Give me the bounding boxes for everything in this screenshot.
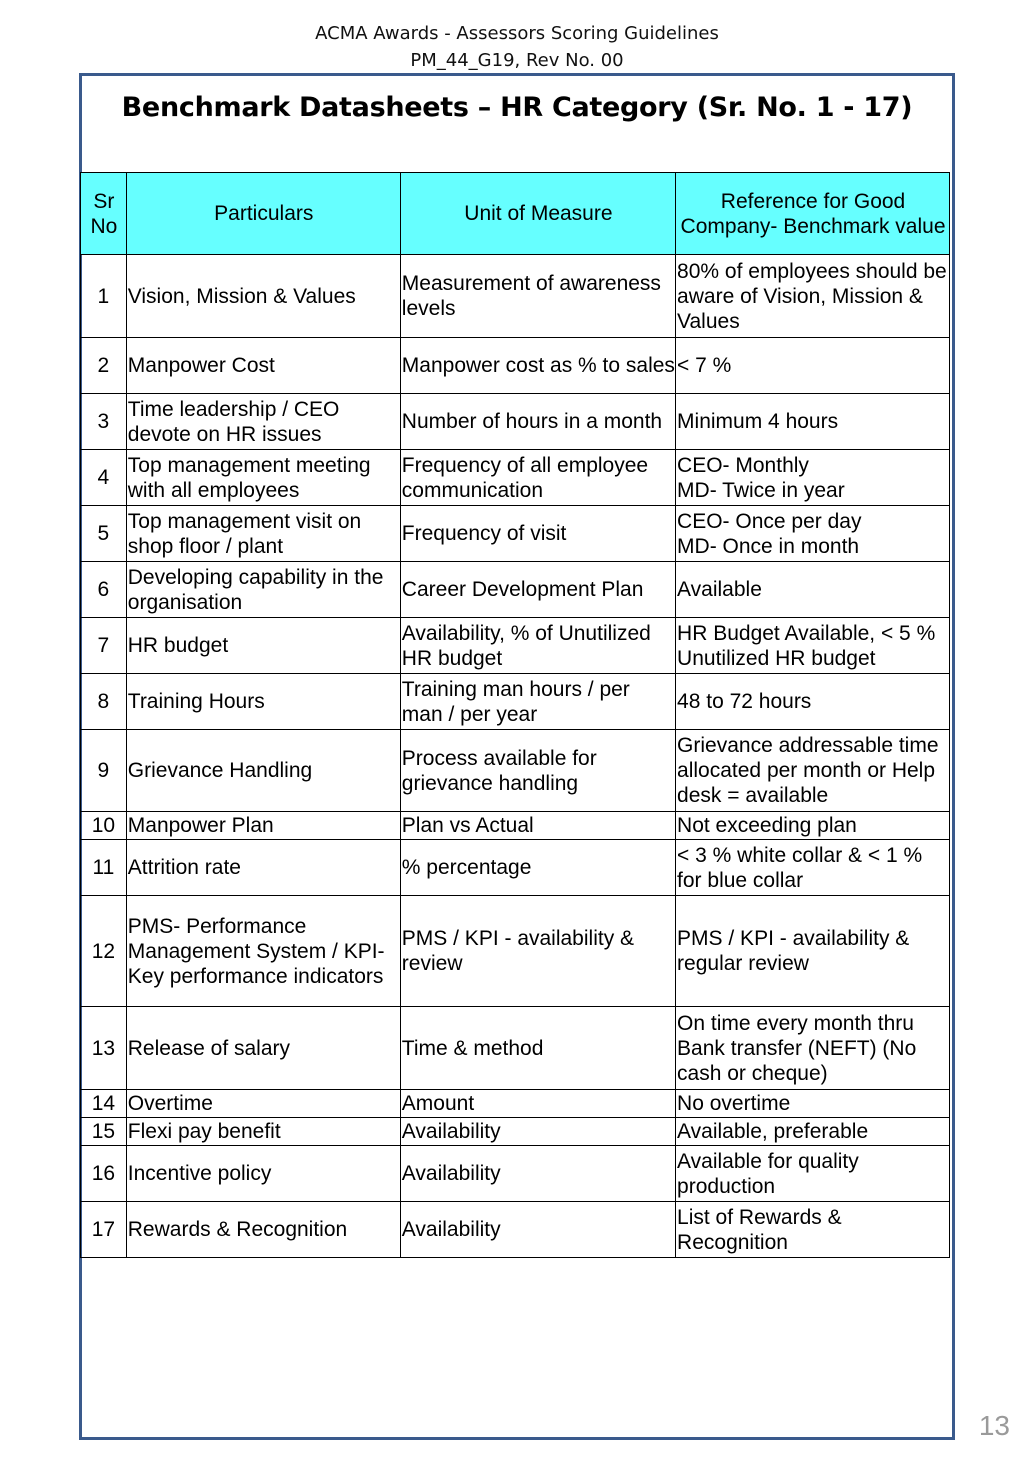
cell-sr-no: 9: [81, 730, 127, 812]
table-row: [81, 562, 950, 618]
table-row: [81, 674, 950, 730]
table-row: [81, 1007, 950, 1090]
cell-sr-no: 12: [81, 896, 127, 1007]
cell-particulars: Manpower Plan: [126, 812, 400, 840]
cell-reference: < 3 % white collar & < 1 % for blue collar: [676, 840, 950, 896]
cell-sr-no: 15: [81, 1118, 127, 1146]
cell-reference: 48 to 72 hours: [676, 674, 950, 730]
cell-particulars: PMS- Performance Management System / KPI- Key performance indicators: [126, 896, 400, 1007]
cell-reference: List of Rewards & Recognition: [676, 1202, 950, 1258]
cell-particulars: Flexi pay benefit: [126, 1118, 400, 1146]
cell-reference: < 7 %: [676, 338, 950, 394]
column-header-reference: Reference for Good Company- Benchmark value: [676, 173, 950, 255]
column-header-unit-of-measure: Unit of Measure: [400, 173, 675, 255]
cell-unit-of-measure: Process available for grievance handling: [400, 730, 675, 812]
cell-unit-of-measure: Availability: [400, 1146, 675, 1202]
table-row: [81, 618, 950, 674]
cell-particulars: Attrition rate: [126, 840, 400, 896]
cell-particulars: Top management meeting with all employees: [126, 450, 400, 506]
cell-reference: CEO- Monthly MD- Twice in year: [676, 450, 950, 506]
cell-particulars: Grievance Handling: [126, 730, 400, 812]
cell-particulars: Rewards & Recognition: [126, 1202, 400, 1258]
cell-reference: Available, preferable: [676, 1118, 950, 1146]
cell-reference: HR Budget Available, < 5 % Unutilized HR budget: [676, 618, 950, 674]
table-row: [81, 1118, 950, 1146]
cell-reference: CEO- Once per day MD- Once in month: [676, 506, 950, 562]
cell-sr-no: 11: [81, 840, 127, 896]
cell-unit-of-measure: % percentage: [400, 840, 675, 896]
cell-unit-of-measure: Manpower cost as % to sales: [400, 338, 675, 394]
cell-sr-no: 8: [81, 674, 127, 730]
table-row: [81, 730, 950, 812]
document-header: [0, 20, 1024, 74]
cell-particulars: Vision, Mission & Values: [126, 255, 400, 338]
cell-sr-no: 5: [81, 506, 127, 562]
cell-sr-no: 16: [81, 1146, 127, 1202]
cell-reference: No overtime: [676, 1090, 950, 1118]
cell-particulars: HR budget: [126, 618, 400, 674]
table-row: [81, 840, 950, 896]
cell-reference: Not exceeding plan: [676, 812, 950, 840]
cell-particulars: Developing capability in the organisation: [126, 562, 400, 618]
page-number: 13: [978, 1410, 1010, 1441]
cell-unit-of-measure: PMS / KPI - availability & review: [400, 896, 675, 1007]
cell-sr-no: 6: [81, 562, 127, 618]
cell-sr-no: 4: [81, 450, 127, 506]
header-line-1: ACMA Awards - Assessors Scoring Guidelines: [315, 23, 719, 44]
cell-reference: On time every month thru Bank transfer (NEFT) (No cash or cheque): [676, 1007, 950, 1090]
table-row: [81, 1090, 950, 1118]
cell-unit-of-measure: Plan vs Actual: [400, 812, 675, 840]
page-title: Benchmark Datasheets – HR Category (Sr. No. 1 - 17): [121, 92, 913, 123]
cell-unit-of-measure: Availability: [400, 1202, 675, 1258]
benchmark-table: [80, 172, 950, 1258]
cell-unit-of-measure: Measurement of awareness levels: [400, 255, 675, 338]
header-line-2: PM_44_G19, Rev No. 00: [410, 50, 624, 71]
cell-sr-no: 1: [81, 255, 127, 338]
cell-unit-of-measure: Amount: [400, 1090, 675, 1118]
table-header-row: [81, 173, 950, 255]
table-row: [81, 812, 950, 840]
table-body: [81, 255, 950, 1258]
slide-frame: [79, 73, 955, 1440]
table-row: [81, 506, 950, 562]
cell-unit-of-measure: Availability: [400, 1118, 675, 1146]
cell-unit-of-measure: Frequency of all employee communication: [400, 450, 675, 506]
cell-sr-no: 2: [81, 338, 127, 394]
table-row: [81, 255, 950, 338]
cell-particulars: Training Hours: [126, 674, 400, 730]
cell-unit-of-measure: Frequency of visit: [400, 506, 675, 562]
cell-unit-of-measure: Career Development Plan: [400, 562, 675, 618]
table-row: [81, 450, 950, 506]
table-row: [81, 1146, 950, 1202]
cell-unit-of-measure: Training man hours / per man / per year: [400, 674, 675, 730]
cell-particulars: Release of salary: [126, 1007, 400, 1090]
cell-unit-of-measure: Number of hours in a month: [400, 394, 675, 450]
cell-particulars: Top management visit on shop floor / plant: [126, 506, 400, 562]
cell-particulars: Incentive policy: [126, 1146, 400, 1202]
cell-particulars: Manpower Cost: [126, 338, 400, 394]
cell-sr-no: 10: [81, 812, 127, 840]
cell-reference: Available: [676, 562, 950, 618]
cell-reference: PMS / KPI - availability & regular review: [676, 896, 950, 1007]
cell-sr-no: 17: [81, 1202, 127, 1258]
cell-particulars: Time leadership / CEO devote on HR issues: [126, 394, 400, 450]
cell-sr-no: 7: [81, 618, 127, 674]
cell-reference: Minimum 4 hours: [676, 394, 950, 450]
cell-sr-no: 3: [81, 394, 127, 450]
table-row: [81, 1202, 950, 1258]
column-header-sr-no: Sr No: [81, 173, 127, 255]
table-row: [81, 338, 950, 394]
cell-reference: Available for quality production: [676, 1146, 950, 1202]
cell-reference: 80% of employees should be aware of Vision, Mission & Values: [676, 255, 950, 338]
cell-unit-of-measure: Time & method: [400, 1007, 675, 1090]
cell-reference: Grievance addressable time allocated per month or Help desk = available: [676, 730, 950, 812]
cell-sr-no: 13: [81, 1007, 127, 1090]
table-row: [81, 394, 950, 450]
cell-unit-of-measure: Availability, % of Unutilized HR budget: [400, 618, 675, 674]
cell-particulars: Overtime: [126, 1090, 400, 1118]
column-header-particulars: Particulars: [126, 173, 400, 255]
table-row: [81, 896, 950, 1007]
cell-sr-no: 14: [81, 1090, 127, 1118]
